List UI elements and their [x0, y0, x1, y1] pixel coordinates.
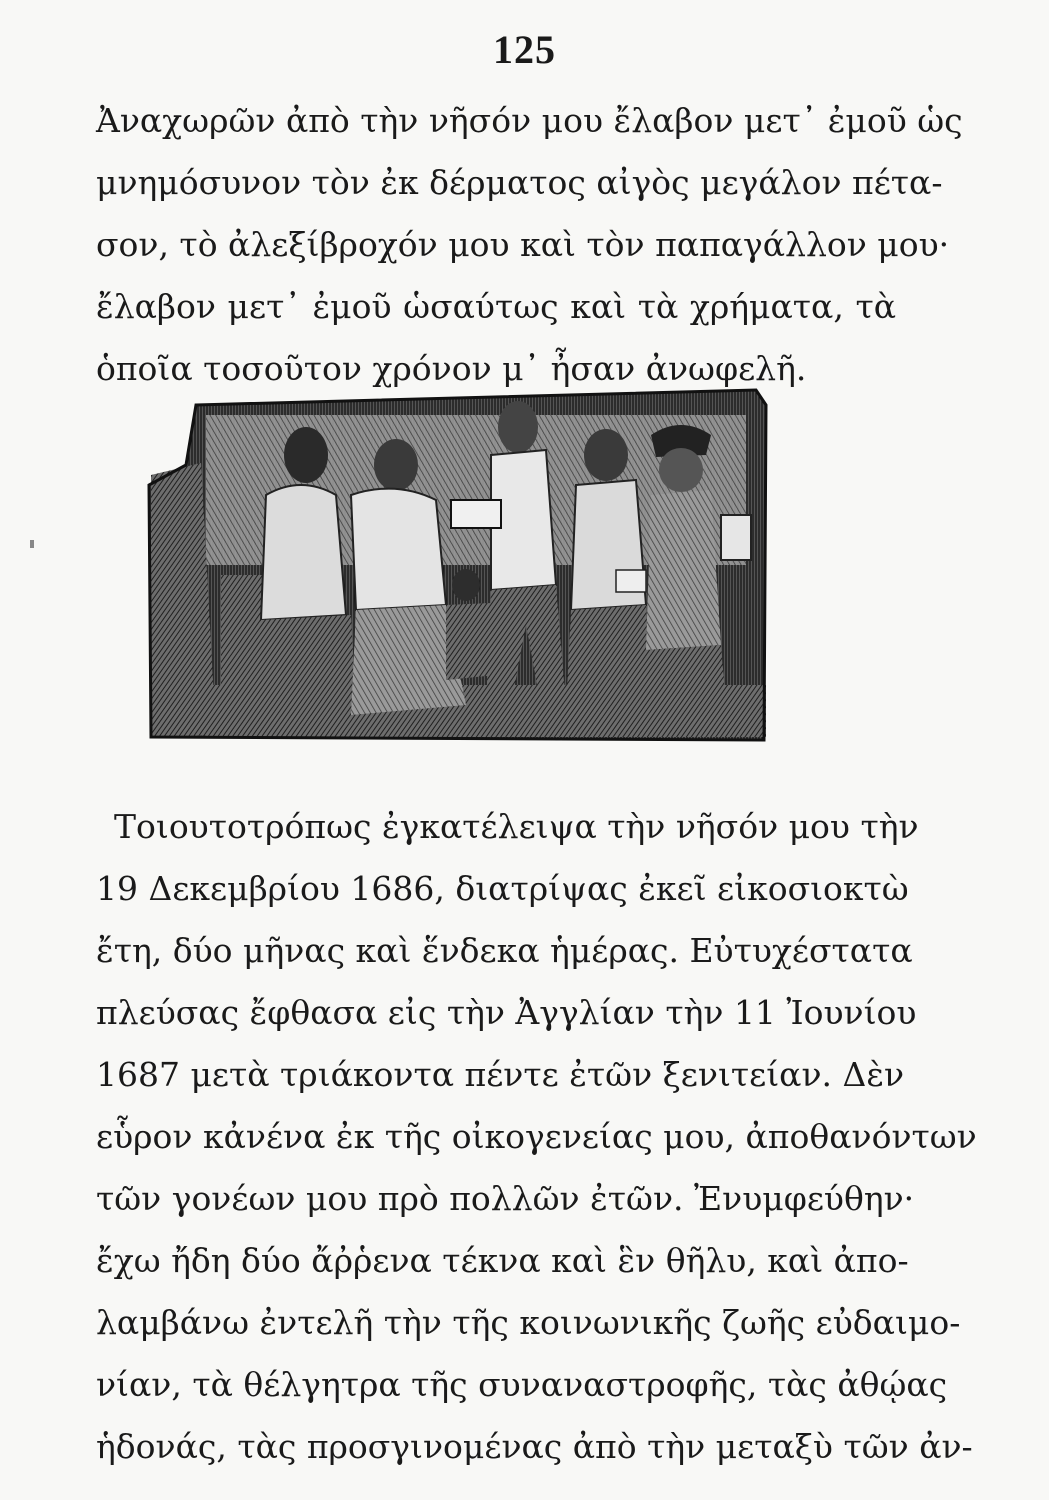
text-line: ἔλαβον μετ᾿ ἐμοῦ ὡσαύτως καὶ τὰ χρήματα, τὰ — [96, 287, 896, 326]
paragraph-1 — [96, 90, 963, 400]
paragraph-2 — [96, 796, 977, 1478]
text-line: Ἀναχωρῶν ἀπὸ τὴν νῆσόν μου ἔλαβον μετ᾿ ἐμοῦ ὡς — [96, 101, 963, 140]
text-line: λαμβάνω ἐντελῆ τὴν τῆς κοινωνικῆς ζωῆς εὐδαιμο- — [96, 1303, 961, 1342]
text-line: ἔτη, δύο μῆνας καὶ ἕνδεκα ἡμέρας. Εὐτυχέστατα — [96, 931, 913, 970]
text-line: σον, τὸ ἀλεξίβροχόν μου καὶ τὸν παπαγάλλον μου· — [96, 225, 950, 264]
text-line: νίαν, τὰ θέλγητρα τῆς συναναστροφῆς, τὰς ἀθῴας — [96, 1365, 948, 1404]
text-line: ὁποῖα τοσοῦτον χρόνον μ᾿ ἦσαν ἀνωφελῆ. — [96, 349, 807, 388]
text-line: Τοιουτοτρόπως ἐγκατέλειψα τὴν νῆσόν μου τὴν — [114, 807, 919, 846]
page-number: 125 — [493, 27, 556, 72]
scan-speck — [30, 540, 34, 548]
text-line: 19 Δεκεμβρίου 1686, διατρίψας ἐκεῖ εἰκοσιοκτὼ — [96, 869, 909, 908]
text-line: τῶν γονέων μου πρὸ πολλῶν ἐτῶν. Ἐνυμφεύθην· — [96, 1179, 915, 1218]
text-line: 1687 μετὰ τριάκοντα πέντε ἐτῶν ξενιτείαν. Δὲν — [96, 1055, 905, 1094]
text-line: πλεύσας ἔφθασα εἰς τὴν Ἀγγλίαν τὴν 11 Ἰουνίου — [96, 993, 917, 1032]
text-line: ἡδονάς, τὰς προσγινομένας ἀπὸ τὴν μεταξὺ τῶν ἀν- — [96, 1427, 973, 1466]
woodcut-engraving-figures-icon — [146, 385, 770, 743]
text-line: μνημόσυνον τὸν ἐκ δέρματος αἰγὸς μεγάλον πέτα- — [96, 163, 943, 202]
text-line: ἔχω ἤδη δύο ἄῤῥενα τέκνα καὶ ἓν θῆλυ, καὶ ἀπο- — [96, 1241, 909, 1280]
text-line: εὗρον κἀνένα ἐκ τῆς οἰκογενείας μου, ἀποθανόντων — [96, 1117, 977, 1156]
